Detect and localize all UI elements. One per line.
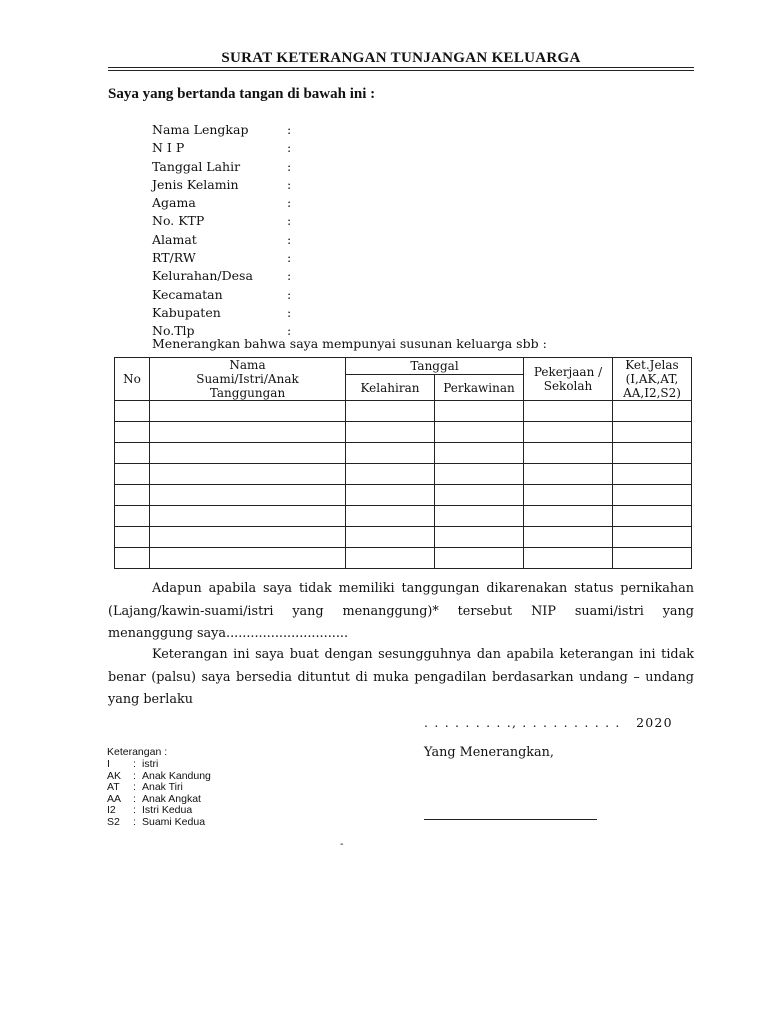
table-cell	[524, 527, 613, 548]
table-cell	[115, 485, 150, 506]
table-cell	[435, 443, 524, 464]
paragraph-declaration	[108, 644, 694, 712]
table-cell	[613, 485, 692, 506]
header-perkawinan: Perkawinan	[435, 375, 524, 401]
table-cell	[435, 422, 524, 443]
declarer-label: Yang Menerangkan,	[424, 745, 554, 760]
header-no: No	[115, 358, 150, 401]
field-colon: :	[287, 176, 292, 192]
table-cell	[150, 422, 346, 443]
field-colon: :	[287, 231, 292, 247]
identity-fields	[152, 121, 352, 341]
table-cell	[150, 401, 346, 422]
legend-colon: :	[133, 815, 136, 828]
table-cell	[346, 464, 435, 485]
field-kecamatan	[152, 286, 352, 304]
table-cell	[613, 422, 692, 443]
field-alamat	[152, 231, 352, 249]
legend-colon: :	[133, 769, 136, 782]
table-cell	[435, 401, 524, 422]
table-cell	[524, 401, 613, 422]
signature-line	[424, 819, 597, 820]
table-row	[115, 464, 692, 485]
field-nama-lengkap	[152, 121, 352, 139]
table-cell	[150, 485, 346, 506]
field-colon: :	[287, 122, 292, 137]
table-cell	[524, 464, 613, 485]
table-cell	[435, 527, 524, 548]
table-cell	[613, 548, 692, 569]
table-row	[115, 527, 692, 548]
field-label: Kecamatan	[152, 286, 223, 302]
field-kelurahan-desa	[152, 267, 352, 285]
family-table	[114, 357, 692, 569]
paragraph-declaration-text: Keterangan ini saya buat dengan sesungguhnya dan apabila keterangan ini tidak benar (palsu) saya bersedia dituntut di muka pengadilan berdasarkan undang – undang yang berlaku	[108, 647, 694, 707]
title-rule	[108, 67, 694, 68]
field-tanggal-lahir	[152, 158, 352, 176]
table-cell	[150, 548, 346, 569]
field-label: No.Tlp	[152, 323, 195, 339]
header-name	[150, 358, 346, 401]
table-row	[115, 443, 692, 464]
header-pekerjaan-text: Pekerjaan / Sekolah	[533, 365, 603, 393]
field-label: Kabupaten	[152, 304, 221, 320]
legend-meaning: Anak Kandung	[142, 769, 211, 782]
legend-code: AK	[107, 769, 122, 782]
legend-meaning: istri	[142, 758, 159, 770]
header-name-text: Nama Suami/Istri/Anak Tanggungan	[196, 358, 299, 400]
table-cell	[150, 464, 346, 485]
legend-meaning: Anak Angkat	[142, 792, 201, 805]
header-ket	[613, 358, 692, 401]
header-ket-text: Ket.Jelas (I,AK,AT, AA,I2,S2)	[623, 358, 681, 400]
field-label: Alamat	[152, 231, 197, 247]
stray-mark: -	[340, 838, 344, 850]
field-colon: :	[287, 213, 292, 229]
legend-meaning: Istri Kedua	[142, 804, 193, 817]
legend-title: Keterangan :	[107, 746, 168, 758]
table-cell	[150, 443, 346, 464]
field-no-ktp	[152, 212, 352, 230]
table-cell	[346, 485, 435, 506]
table-cell	[115, 422, 150, 443]
field-label: Agama	[152, 195, 196, 211]
table-cell	[524, 506, 613, 527]
table-cell	[115, 443, 150, 464]
table-cell	[346, 506, 435, 527]
field-label: Kelurahan/Desa	[152, 268, 253, 284]
table-cell	[435, 464, 524, 485]
table-cell	[613, 464, 692, 485]
table-cell	[613, 443, 692, 464]
table-cell	[115, 548, 150, 569]
legend-colon: :	[133, 804, 136, 817]
table-cell	[115, 527, 150, 548]
legend-code: I	[107, 758, 110, 770]
field-jenis-kelamin	[152, 176, 352, 194]
date-line: . . . . . . . . ., . . . . . . . . . . 2020	[424, 715, 673, 730]
table-cell	[115, 401, 150, 422]
table-cell	[435, 485, 524, 506]
legend-code: AA	[107, 792, 122, 805]
table-cell	[346, 548, 435, 569]
table-cell	[524, 548, 613, 569]
table-cell	[524, 422, 613, 443]
header-kelahiran: Kelahiran	[346, 375, 435, 401]
table-cell	[613, 401, 692, 422]
field-colon: :	[287, 286, 292, 302]
legend-code: I2	[107, 804, 116, 817]
field-colon: :	[287, 140, 292, 156]
table-cell	[115, 464, 150, 485]
field-agama	[152, 194, 352, 212]
field-label: N I P	[152, 140, 185, 156]
table-cell	[346, 443, 435, 464]
legend-code: AT	[107, 781, 120, 794]
field-label: Nama Lengkap	[152, 122, 249, 137]
table-row	[115, 422, 692, 443]
table-cell	[150, 527, 346, 548]
table-cell	[435, 548, 524, 569]
legend-item	[107, 817, 247, 829]
table-row	[115, 548, 692, 569]
legend-meaning: Anak Tiri	[142, 781, 183, 794]
table-cell	[346, 422, 435, 443]
table-cell	[346, 527, 435, 548]
paragraph-dependents	[108, 578, 694, 646]
legend-colon: :	[133, 792, 136, 805]
table-cell	[435, 506, 524, 527]
table-cell	[150, 506, 346, 527]
header-tanggal: Tanggal	[346, 358, 524, 375]
table-cell	[346, 401, 435, 422]
table-row	[115, 485, 692, 506]
table-row	[115, 401, 692, 422]
document-title: SURAT KETERANGAN TUNJANGAN KELUARGA	[221, 50, 581, 66]
field-colon: :	[287, 304, 292, 320]
legend-colon: :	[133, 758, 136, 770]
table-cell	[613, 506, 692, 527]
field-kabupaten	[152, 304, 352, 322]
legend	[107, 746, 247, 829]
field-label: No. KTP	[152, 213, 205, 229]
legend-meaning: Suami Kedua	[142, 815, 206, 828]
field-colon: :	[287, 195, 292, 211]
table-row	[115, 506, 692, 527]
intro-text: Saya yang bertanda tangan di bawah ini :	[108, 86, 376, 102]
header-pekerjaan	[524, 358, 613, 401]
table-cell	[613, 527, 692, 548]
title-rule-thin	[108, 70, 694, 71]
field-colon: :	[287, 158, 292, 174]
legend-colon: :	[133, 781, 136, 794]
legend-item	[107, 759, 247, 771]
field-colon: :	[287, 268, 292, 284]
legend-code: S2	[107, 815, 120, 828]
field-colon: :	[287, 323, 292, 339]
paragraph-dependents-text: Adapun apabila saya tidak memiliki tanggungan dikarenakan status pernikahan (Lajang/kawin-suami/istri yang menanggung)* tersebut NIP suami/istri yang menanggung saya..............................	[108, 581, 694, 641]
field-label: RT/RW	[152, 250, 196, 266]
field-nip	[152, 139, 352, 157]
field-rt-rw	[152, 249, 352, 267]
field-label: Tanggal Lahir	[152, 158, 241, 174]
field-colon: :	[287, 250, 292, 266]
table-caption: Menerangkan bahwa saya mempunyai susunan keluarga sbb :	[152, 336, 547, 351]
table-cell	[115, 506, 150, 527]
table-cell	[524, 443, 613, 464]
field-label: Jenis Kelamin	[152, 176, 239, 192]
table-cell	[524, 485, 613, 506]
